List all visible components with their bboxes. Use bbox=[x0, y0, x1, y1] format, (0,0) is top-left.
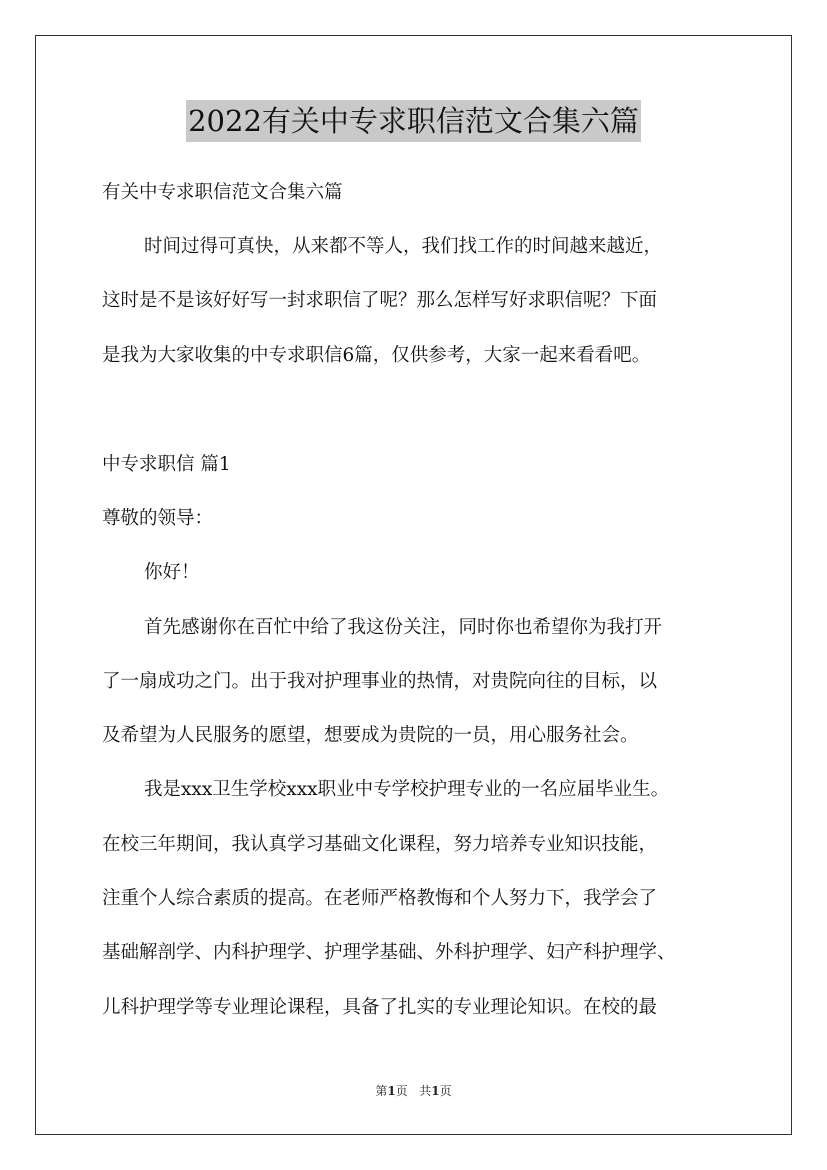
paragraph-line: 基础解剖学、内科护理学、护理学基础、外科护理学、妇产科护理学、 bbox=[102, 942, 676, 963]
paragraph-line: 我是xxx卫生学校xxx职业中专学校护理专业的一名应届毕业生。 bbox=[144, 779, 670, 800]
total-label-prefix: 共 bbox=[419, 1084, 432, 1098]
total-pages: 1 bbox=[431, 1084, 440, 1098]
paragraph-line: 注重个人综合素质的提高。在老师严格教悔和个人努力下，我学会了 bbox=[102, 888, 658, 909]
page-number: 1 bbox=[387, 1084, 396, 1098]
paragraph-line: 及希望为人民服务的愿望，想要成为贵院的一员，用心服务社会。 bbox=[102, 725, 639, 746]
section-heading: 中专求职信 篇1 bbox=[102, 454, 231, 475]
document-title: 2022有关中专求职信范文合集六篇 bbox=[186, 100, 641, 142]
page-label-suffix: 页 bbox=[395, 1084, 408, 1098]
greeting: 你好！ bbox=[144, 562, 200, 583]
paragraph-line: 时间过得可真快，从来都不等人，我们找工作的时间越来越近， bbox=[144, 236, 663, 257]
salutation: 尊敬的领导： bbox=[102, 508, 214, 529]
page-footer bbox=[0, 1083, 827, 1099]
paragraph-line: 了一扇成功之门。出于我对护理事业的热情，对贵院向往的目标，以 bbox=[102, 671, 658, 692]
page-label-prefix: 第 bbox=[375, 1084, 388, 1098]
subtitle-line: 有关中专求职信范文合集六篇 bbox=[102, 182, 343, 203]
paragraph-line: 首先感谢你在百忙中给了我这份关注，同时你也希望你为我打开 bbox=[144, 617, 663, 638]
total-label-suffix: 页 bbox=[439, 1084, 452, 1098]
paragraph-line: 是我为大家收集的中专求职信6篇，仅供参考，大家一起来看看吧。 bbox=[102, 345, 651, 366]
paragraph-line: 儿科护理学等专业理论课程，具备了扎实的专业理论知识。在校的最 bbox=[102, 997, 658, 1018]
title-container bbox=[0, 100, 827, 142]
paragraph-line: 在校三年期间，我认真学习基础文化课程，努力培养专业知识技能， bbox=[102, 834, 658, 855]
paragraph-line: 这时是不是该好好写一封求职信了呢？那么怎样写好求职信呢？下面 bbox=[102, 290, 658, 311]
